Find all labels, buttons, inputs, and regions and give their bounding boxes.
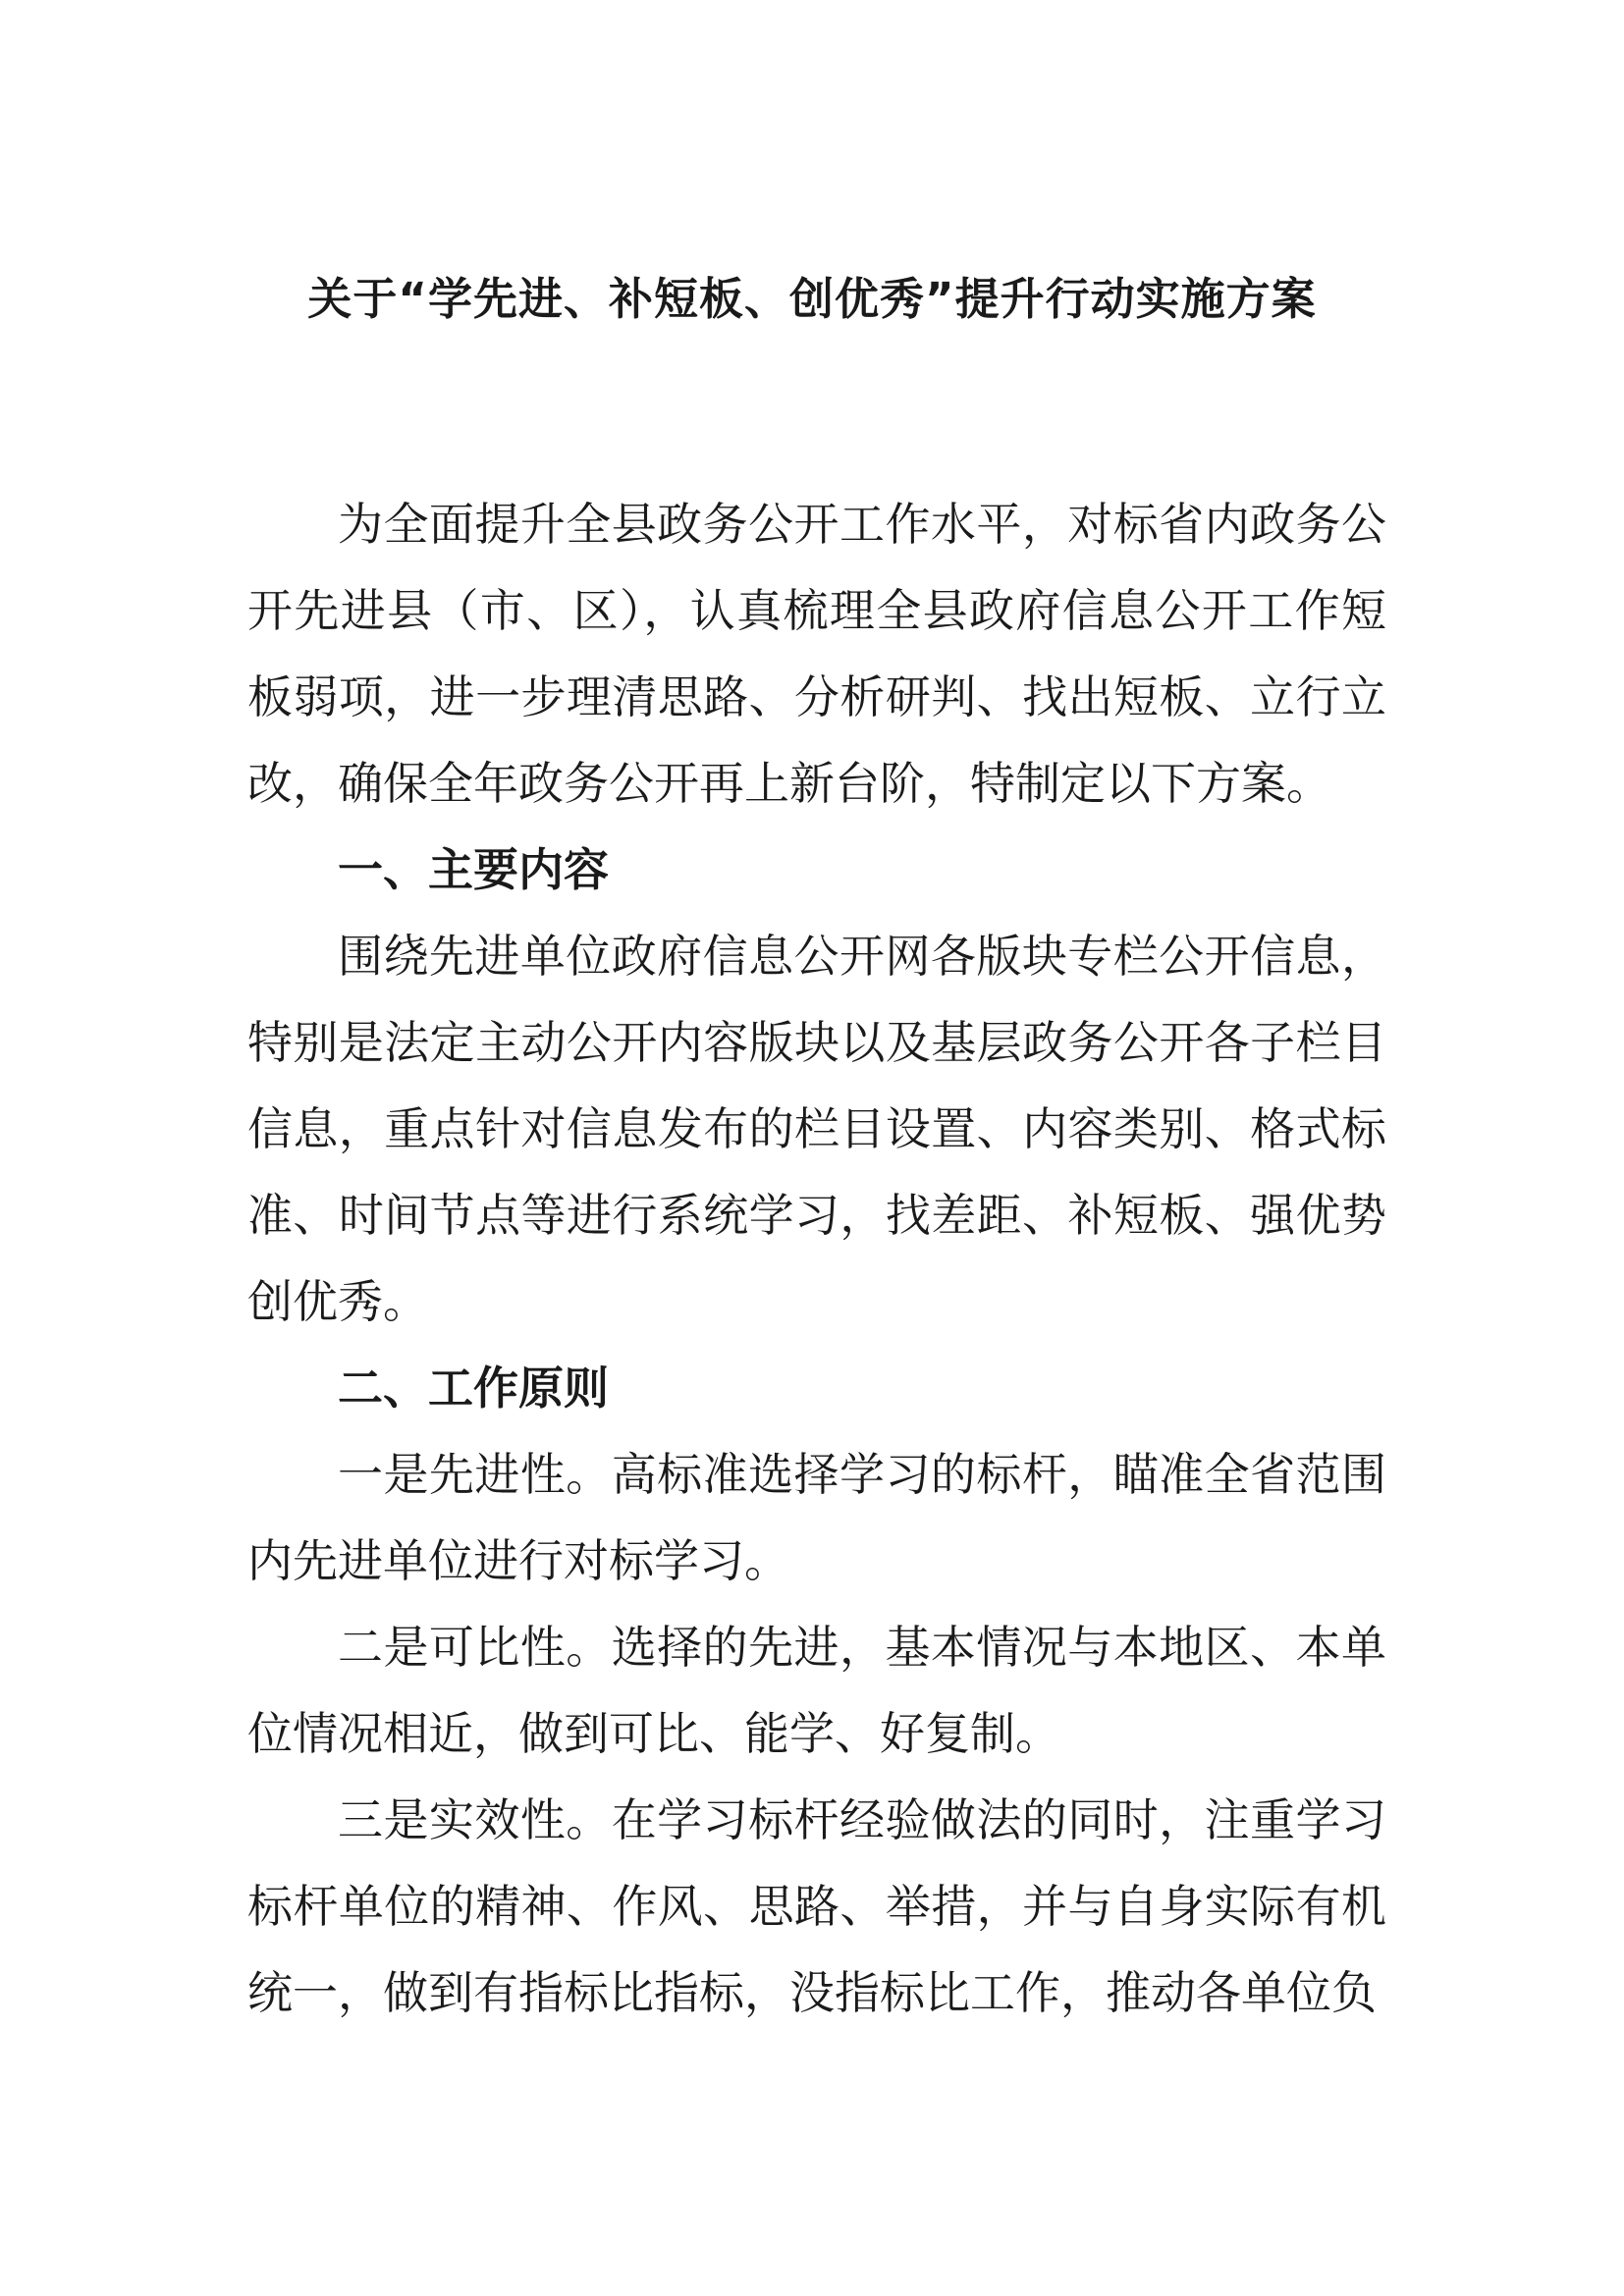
principle-comparable-paragraph: 二是可比性。选择的先进，基本情况与本地区、本单位情况相近，做到可比、能学、好复制。 [247,1621,1386,1760]
section-heading-main-content: 一、主要内容 [338,843,609,896]
document-title: 关于“学先进、补短板、创优秀”提升行动实施方案 [307,273,1317,325]
intro-paragraph: 为全面提升全县政务公开工作水平，对标省内政务公开先进县（市、区），认真梳理全县政府信息公开工作短板弱项，进一步理清思路、分析研判、找出短板、立行立改，确保全年政务公开再上新台阶，特制定以下方案。 [247,498,1386,810]
section-heading-principles: 二、工作原则 [338,1362,609,1415]
principle-advanced-paragraph: 一是先进性。高标准选择学习的标杆，瞄准全省范围内先进单位进行对标学习。 [247,1448,1386,1587]
document-body [247,481,1386,2036]
principle-effective-paragraph: 三是实效性。在学习标杆经验做法的同时，注重学习标杆单位的精神、作风、思路、举措，并与自身实际有机统一，做到有指标比指标，没指标比工作，推动各单位负 [247,1793,1386,2019]
main-content-paragraph: 围绕先进单位政府信息公开网各版块专栏公开信息，特别是法定主动公开内容版块以及基层政务公开各子栏目信息，重点针对信息发布的栏目设置、内容类别、格式标准、时间节点等进行系统学习，找差距、补短板、强优势创优秀。 [247,930,1386,1328]
